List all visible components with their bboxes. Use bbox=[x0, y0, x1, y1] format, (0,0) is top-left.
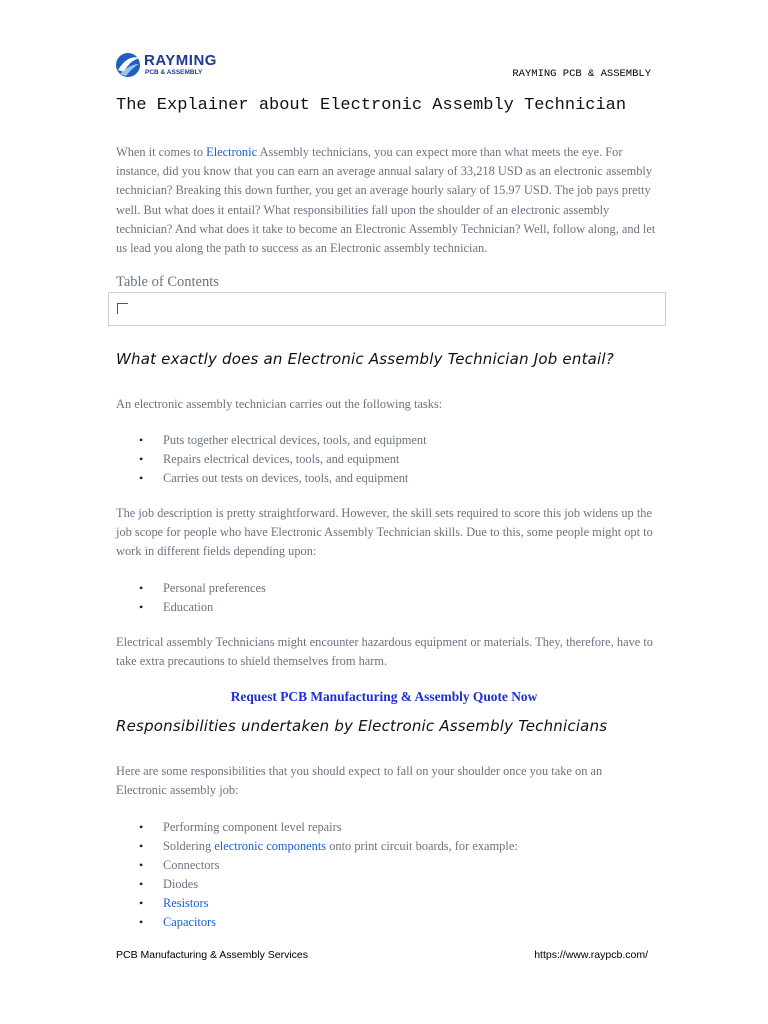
list-item: • Education bbox=[116, 598, 266, 617]
capacitors-link[interactable]: • Capacitors bbox=[116, 913, 518, 932]
document-title: The Explainer about Electronic Assembly Technician bbox=[116, 96, 627, 115]
responsibilities-list bbox=[116, 818, 518, 932]
logo-subtitle: PCB & ASSEMBLY bbox=[145, 69, 203, 76]
section-heading-responsibilities: Responsibilities undertaken by Electronic Assembly Technicians bbox=[116, 717, 608, 735]
electronic-components-link[interactable]: electronic components bbox=[214, 839, 327, 853]
intro-text-start: When it comes to bbox=[116, 145, 207, 159]
header-brand-text: RAYMING PCB & ASSEMBLY bbox=[512, 68, 651, 80]
section2-lead: Here are some responsibilities that you should expect to fall on your shoulder once you take on an Electronic assembly job: bbox=[116, 764, 603, 798]
logo-wordmark: RAYMING bbox=[144, 52, 217, 69]
logo-swirl-icon bbox=[114, 50, 142, 80]
section1-lead: An electronic assembly technician carries out the following tasks: bbox=[116, 397, 443, 411]
list-item: • Puts together electrical devices, tools, and equipment bbox=[116, 431, 427, 450]
section1-paragraph-2: The job description is pretty straightforward. However, the skill sets required to score this job widens up the job scope for people who have Electronic Assembly Technician skills. Due to this, some people might opt to work in different fields depending upon: bbox=[116, 506, 653, 559]
request-quote-link[interactable]: Request PCB Manufacturing & Assembly Quote Now bbox=[230, 689, 538, 704]
list-item-text: onto print circuit boards, for example: bbox=[326, 839, 518, 853]
section1-paragraph-3: Electrical assembly Technicians might encounter hazardous equipment or materials. They, therefore, have to take extra precautions to shield themselves from harm. bbox=[116, 635, 654, 669]
intro-text-rest: Assembly technicians, you can expect more than what meets the eye. For instance, did you know that you can earn an average annual salary of 33,218 USD as an electronic assembly technician? Breaking this down further, you get an average hourly salary of 15.97 USD. The job pays pretty well. But what does it entail? What responsibilities fall upon the shoulder of an electronic assembly technician? And what does it take to become an Electronic Assembly Technician? Well, follow along, and let us lead you along the path to success as an Electronic assembly technician. bbox=[116, 145, 656, 256]
list-item-text: Soldering bbox=[163, 839, 215, 853]
toc-toggle-checkbox[interactable] bbox=[117, 303, 128, 314]
intro-paragraph bbox=[116, 143, 656, 258]
toc-box bbox=[108, 292, 666, 326]
list-item: • Repairs electrical devices, tools, and equipment bbox=[116, 450, 427, 469]
fields-list bbox=[116, 579, 266, 617]
resistors-link[interactable]: • Resistors bbox=[116, 894, 518, 913]
task-list bbox=[116, 431, 427, 488]
list-item: • Performing component level repairs bbox=[116, 818, 518, 837]
footer-services-text: PCB Manufacturing & Assembly Services bbox=[116, 949, 308, 961]
list-item: • Diodes bbox=[116, 875, 518, 894]
section-heading-job-entail: What exactly does an Electronic Assembly Technician Job entail? bbox=[116, 350, 614, 368]
rayming-logo bbox=[114, 50, 217, 82]
toc-title: Table of Contents bbox=[116, 274, 219, 290]
list-item: • Carries out tests on devices, tools, and equipment bbox=[116, 469, 427, 488]
electronic-link[interactable]: Electronic bbox=[206, 145, 258, 159]
list-item: • Connectors bbox=[116, 856, 518, 875]
list-item bbox=[116, 837, 518, 856]
footer-url[interactable]: https://www.raypcb.com/ bbox=[534, 949, 648, 961]
list-item: • Personal preferences bbox=[116, 579, 266, 598]
